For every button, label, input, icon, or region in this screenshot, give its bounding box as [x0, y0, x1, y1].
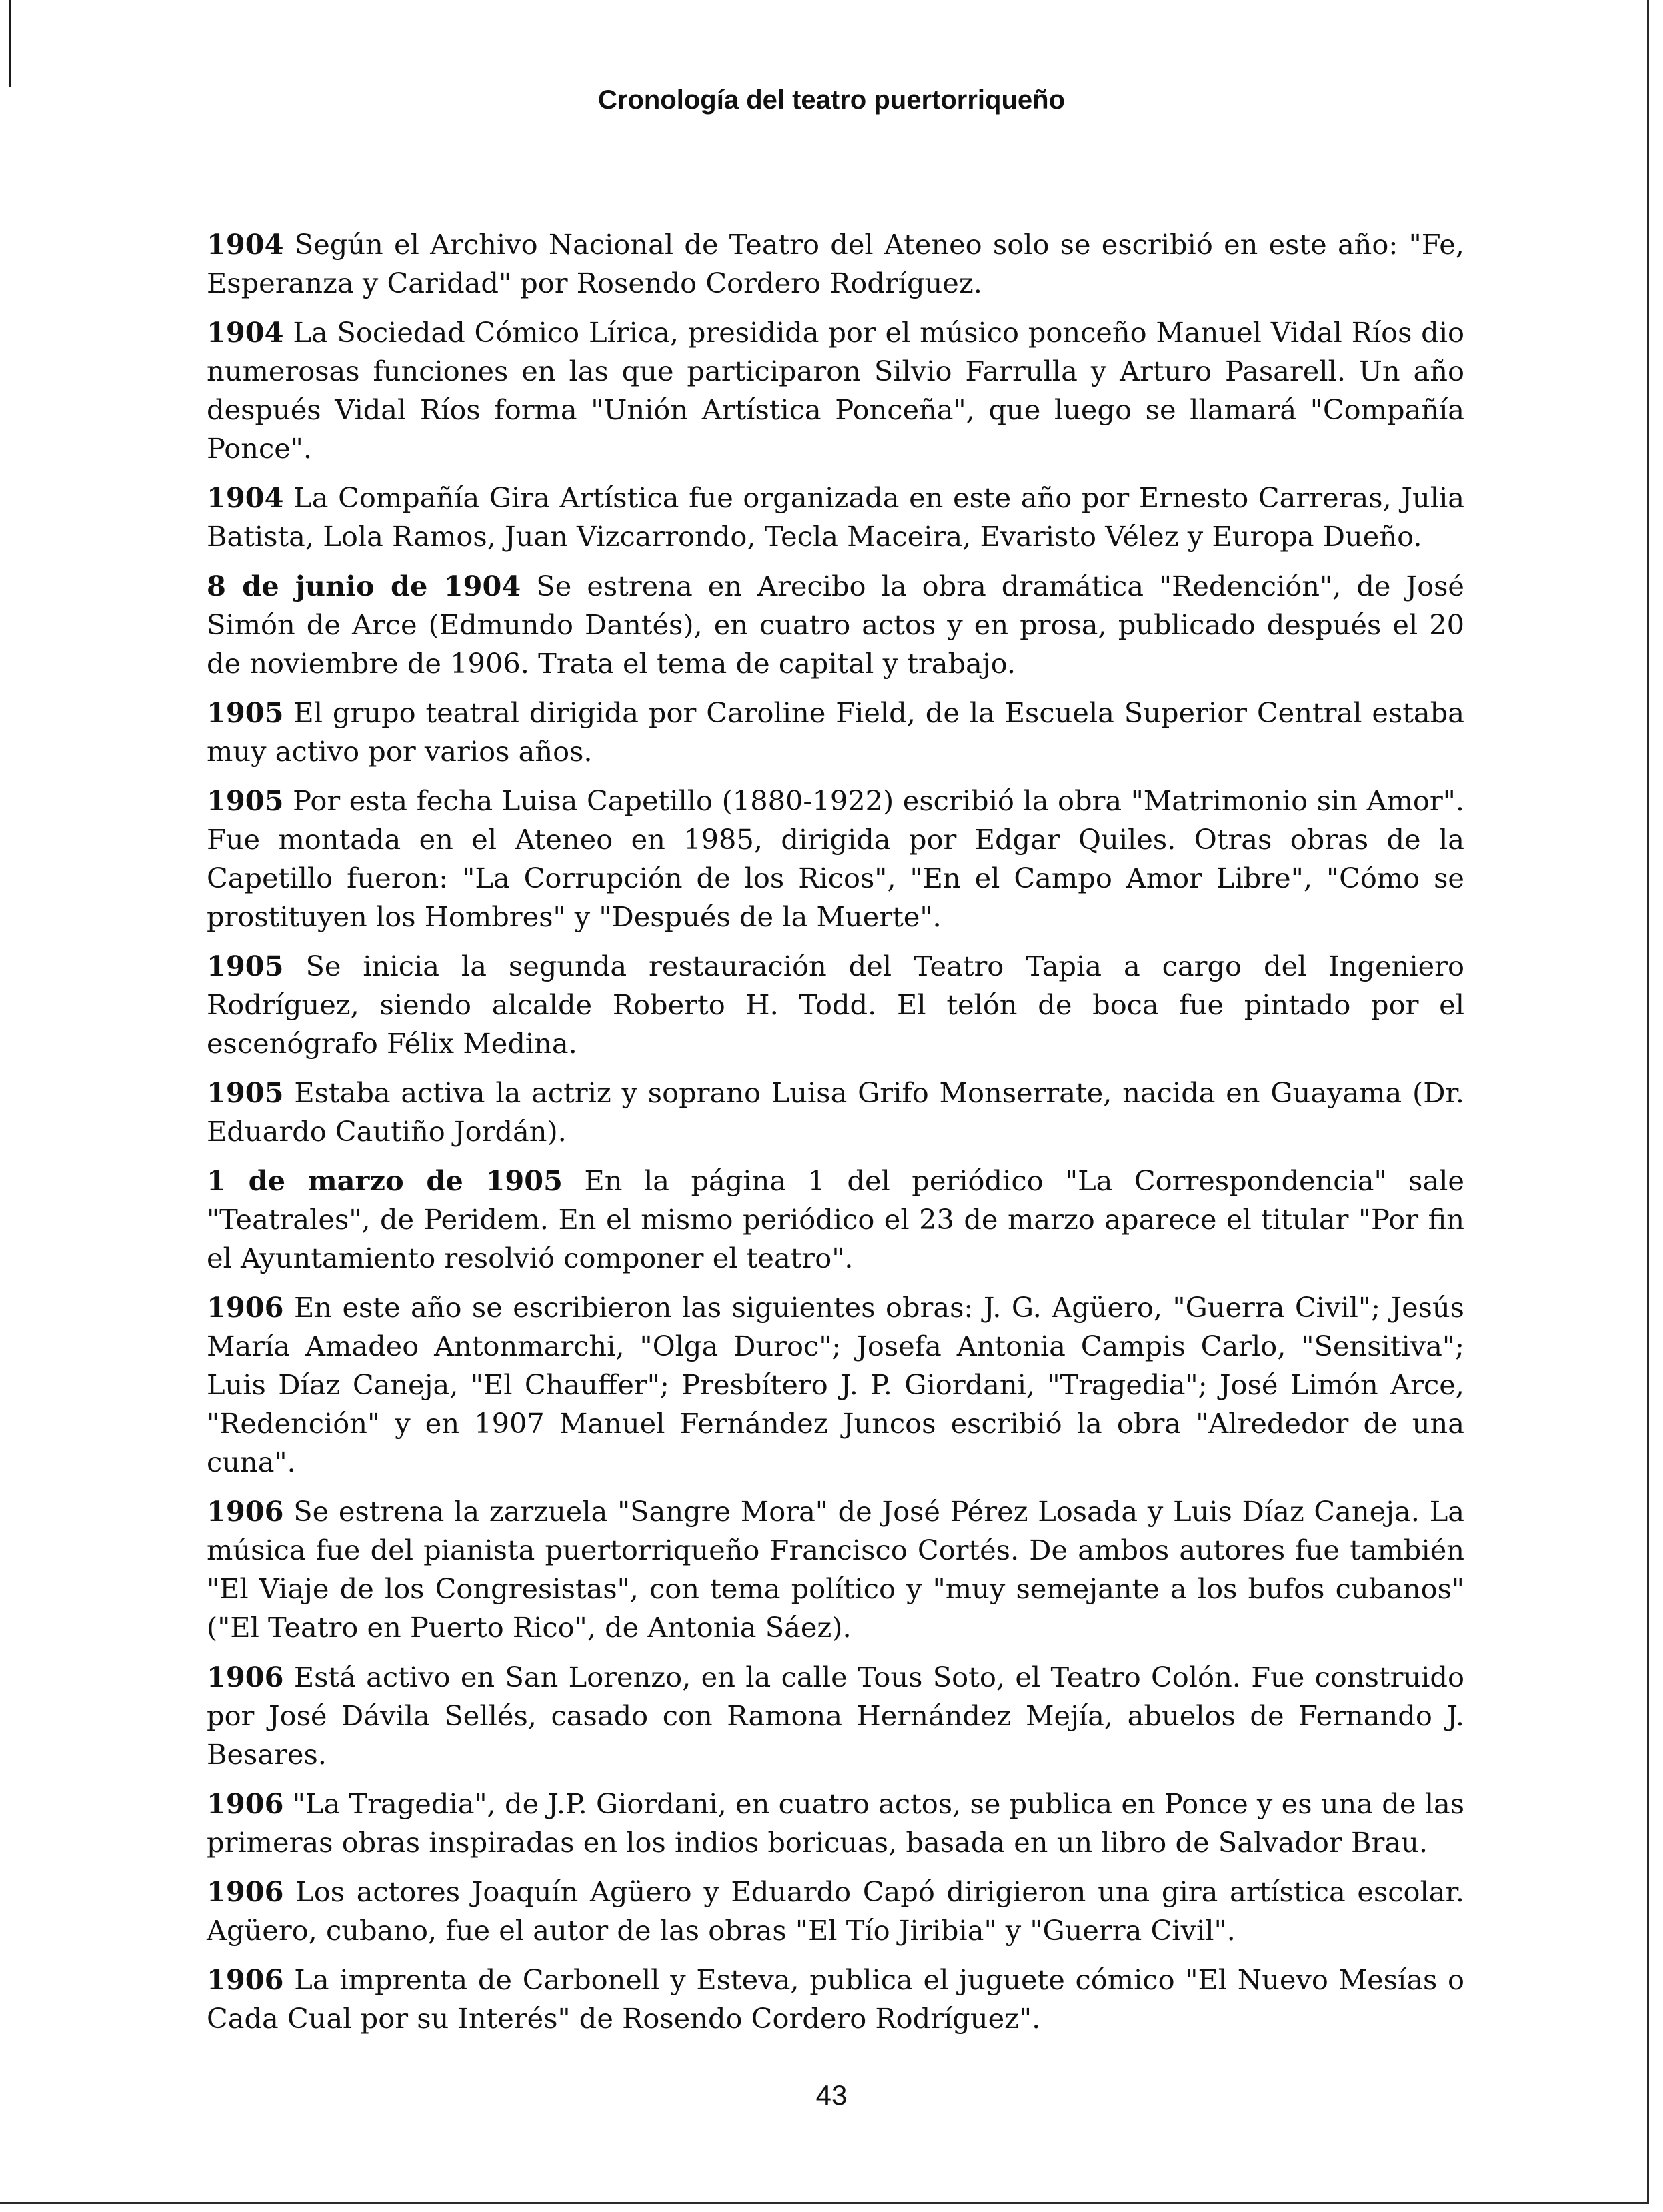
- entry-text: La Compañía Gira Artística fue organizada en este año por Ernesto Carreras, Julia Batista, Lola Ramos, Juan Vizcarrondo, Tecla Maceira, Evaristo Vélez y Europa Dueño.: [207, 481, 1464, 553]
- entry-date: 8 de junio de 1904: [207, 570, 521, 602]
- chronology-entry: [207, 1785, 1464, 1862]
- entry-text: Se inicia la segunda restauración del Teatro Tapia a cargo del Ingeniero Rodríguez, siendo alcalde Roberto H. Todd. El telón de boca fue pintado por el escenógrafo Félix Medina.: [207, 950, 1464, 1060]
- entry-date: 1906: [207, 1495, 284, 1528]
- chronology-entries: [207, 225, 1464, 2049]
- entry-text: En la página 1 del periódico "La Correspondencia" sale "Teatrales", de Peridem. En el mismo periódico el 23 de marzo aparece el titular "Por fin el Ayuntamiento resolvió componer el teatro".: [207, 1164, 1464, 1274]
- entry-text: La imprenta de Carbonell y Esteva, publica el juguete cómico "El Nuevo Mesías o Cada Cual por su Interés" de Rosendo Cordero Rodríguez".: [207, 1963, 1464, 2035]
- entry-date: 1904: [207, 316, 284, 349]
- chronology-entry: [207, 225, 1464, 303]
- chronology-entry: [207, 1658, 1464, 1774]
- entry-date: 1906: [207, 1787, 284, 1820]
- entry-date: 1905: [207, 950, 284, 982]
- chronology-entry: [207, 479, 1464, 556]
- entry-date: 1 de marzo de 1905: [207, 1164, 563, 1197]
- entry-text: La Sociedad Cómico Lírica, presidida por el músico ponceño Manuel Vidal Ríos dio numerosas funciones en las que participaron Silvio Farrulla y Arturo Pasarell. Un año después Vidal Ríos forma "Unión Artística Ponceña", que luego se llamará "Compañía Ponce".: [207, 316, 1464, 465]
- chronology-entry: [207, 1961, 1464, 2038]
- scan-border-bottom: [0, 2202, 1649, 2204]
- entry-text: Los actores Joaquín Agüero y Eduardo Capó dirigieron una gira artística escolar. Agüero, cubano, fue el autor de las obras "El Tío Jiribia" y "Guerra Civil".: [207, 1875, 1464, 1947]
- entry-text: En este año se escribieron las siguientes obras: J. G. Agüero, "Guerra Civil"; Jesús María Amadeo Antonmarchi, "Olga Duroc"; Josefa Antonia Campis Carlo, "Sensitiva"; Luis Díaz Caneja, "El Chauffer"; Presbítero J. P. Giordani, "Tragedia"; José Limón Arce, "Redención" y en 1907 Manuel Fernández Juncos escribió la obra "Alrededor de una cuna".: [207, 1291, 1464, 1478]
- chronology-entry: [207, 313, 1464, 468]
- entry-date: 1905: [207, 1076, 284, 1109]
- entry-date: 1905: [207, 784, 284, 817]
- entry-date: 1906: [207, 1291, 284, 1324]
- entry-text: Según el Archivo Nacional de Teatro del Ateneo solo se escribió en este año: "Fe, Esperanza y Caridad" por Rosendo Cordero Rodríguez.: [207, 228, 1464, 299]
- entry-date: 1905: [207, 696, 284, 729]
- chronology-entry: [207, 1074, 1464, 1151]
- entry-date: 1906: [207, 1661, 284, 1693]
- entry-date: 1906: [207, 1963, 284, 1996]
- chronology-entry: [207, 694, 1464, 771]
- scan-border-right: [1647, 0, 1649, 2204]
- entry-text: Estaba activa la actriz y soprano Luisa Grifo Monserrate, nacida en Guayama (Dr. Eduardo Cautiño Jordán).: [207, 1076, 1464, 1148]
- chronology-entry: [207, 567, 1464, 683]
- entry-text: Está activo en San Lorenzo, en la calle Tous Soto, el Teatro Colón. Fue construido por José Dávila Sellés, casado con Ramona Hernández Mejía, abuelos de Fernando J. Besares.: [207, 1661, 1464, 1771]
- entry-date: 1906: [207, 1875, 284, 1908]
- entry-text: Se estrena la zarzuela "Sangre Mora" de José Pérez Losada y Luis Díaz Caneja. La música fue del pianista puertorriqueño Francisco Cortés. De ambos autores fue también "El Viaje de los Congresistas", con tema político y "muy semejante a los bufos cubanos" ("El Teatro en Puerto Rico", de Antonia Sáez).: [207, 1495, 1464, 1644]
- entry-text: Se estrena en Arecibo la obra dramática "Redención", de José Simón de Arce (Edmundo Dantés), en cuatro actos y en prosa, publicado después el 20 de noviembre de 1906. Trata el tema de capital y trabajo.: [207, 570, 1464, 680]
- entry-text: El grupo teatral dirigida por Caroline Field, de la Escuela Superior Central estaba muy activo por varios años.: [207, 696, 1464, 768]
- scan-border-left: [9, 0, 11, 87]
- running-header: Cronología del teatro puertorriqueño: [597, 85, 1066, 115]
- chronology-entry: [207, 1288, 1464, 1482]
- chronology-entry: [207, 782, 1464, 936]
- page-number: 43: [815, 2079, 848, 2111]
- entry-text: "La Tragedia", de J.P. Giordani, en cuatro actos, se publica en Ponce y es una de las primeras obras inspiradas en los indios boricuas, basada en un libro de Salvador Brau.: [207, 1787, 1464, 1859]
- entry-date: 1904: [207, 481, 284, 514]
- entry-text: Por esta fecha Luisa Capetillo (1880-1922) escribió la obra "Matrimonio sin Amor". Fue montada en el Ateneo en 1985, dirigida por Edgar Quiles. Otras obras de la Capetillo fueron: "La Corrupción de los Ricos", "En el Campo Amor Libre", "Cómo se prostituyen los Hombres" y "Después de la Muerte".: [207, 784, 1464, 933]
- chronology-entry: [207, 1162, 1464, 1278]
- chronology-entry: [207, 947, 1464, 1063]
- chronology-entry: [207, 1492, 1464, 1647]
- chronology-entry: [207, 1873, 1464, 1950]
- entry-date: 1904: [207, 228, 284, 261]
